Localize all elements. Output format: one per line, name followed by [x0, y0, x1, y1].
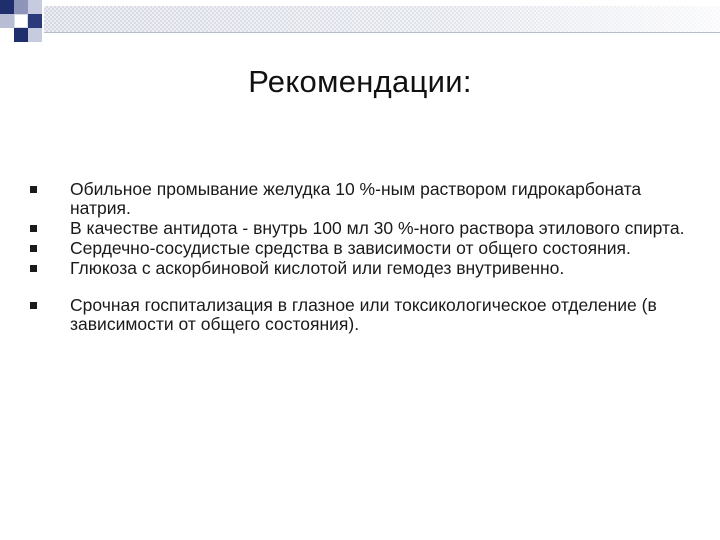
decor-square: [28, 0, 42, 14]
decor-square: [14, 14, 28, 28]
bullet-item: [30, 219, 690, 238]
square-bullet-icon: [30, 245, 37, 252]
square-bullet-icon: [30, 186, 37, 193]
square-bullet-icon: [30, 302, 37, 309]
decor-square: [14, 0, 28, 14]
decor-square: [14, 28, 28, 42]
square-bullet-icon: [30, 225, 37, 232]
header-band-fade: [44, 6, 720, 32]
slide-title: Рекомендации:: [248, 64, 472, 99]
bullet-item: [30, 239, 690, 258]
decor-square: [28, 28, 42, 42]
decor-square: [28, 14, 42, 28]
header-rule: [44, 32, 720, 33]
square-bullet-icon: [30, 265, 37, 272]
bullet-list: [30, 180, 690, 335]
bullet-text: Срочная госпитализация в глазное или токсикологическое отделение (в зависимости от общего состояния).: [70, 295, 657, 334]
bullet-item: [30, 296, 690, 334]
decor-square: [0, 0, 14, 14]
decor-square: [0, 14, 14, 28]
bullet-item: [30, 259, 690, 278]
bullet-text: Глюкоза с аскорбиновой кислотой или гемодез внутривенно.: [70, 258, 565, 278]
bullet-item: [30, 180, 690, 218]
bullet-text: В качестве антидота - внутрь 100 мл 30 %-ного раствора этилового спирта.: [70, 218, 685, 238]
bullet-text: Обильное промывание желудка 10 %-ным раствором гидрокарбоната натрия.: [70, 179, 642, 218]
bullet-text: Сердечно-сосудистые средства в зависимости от общего состояния.: [70, 238, 631, 258]
